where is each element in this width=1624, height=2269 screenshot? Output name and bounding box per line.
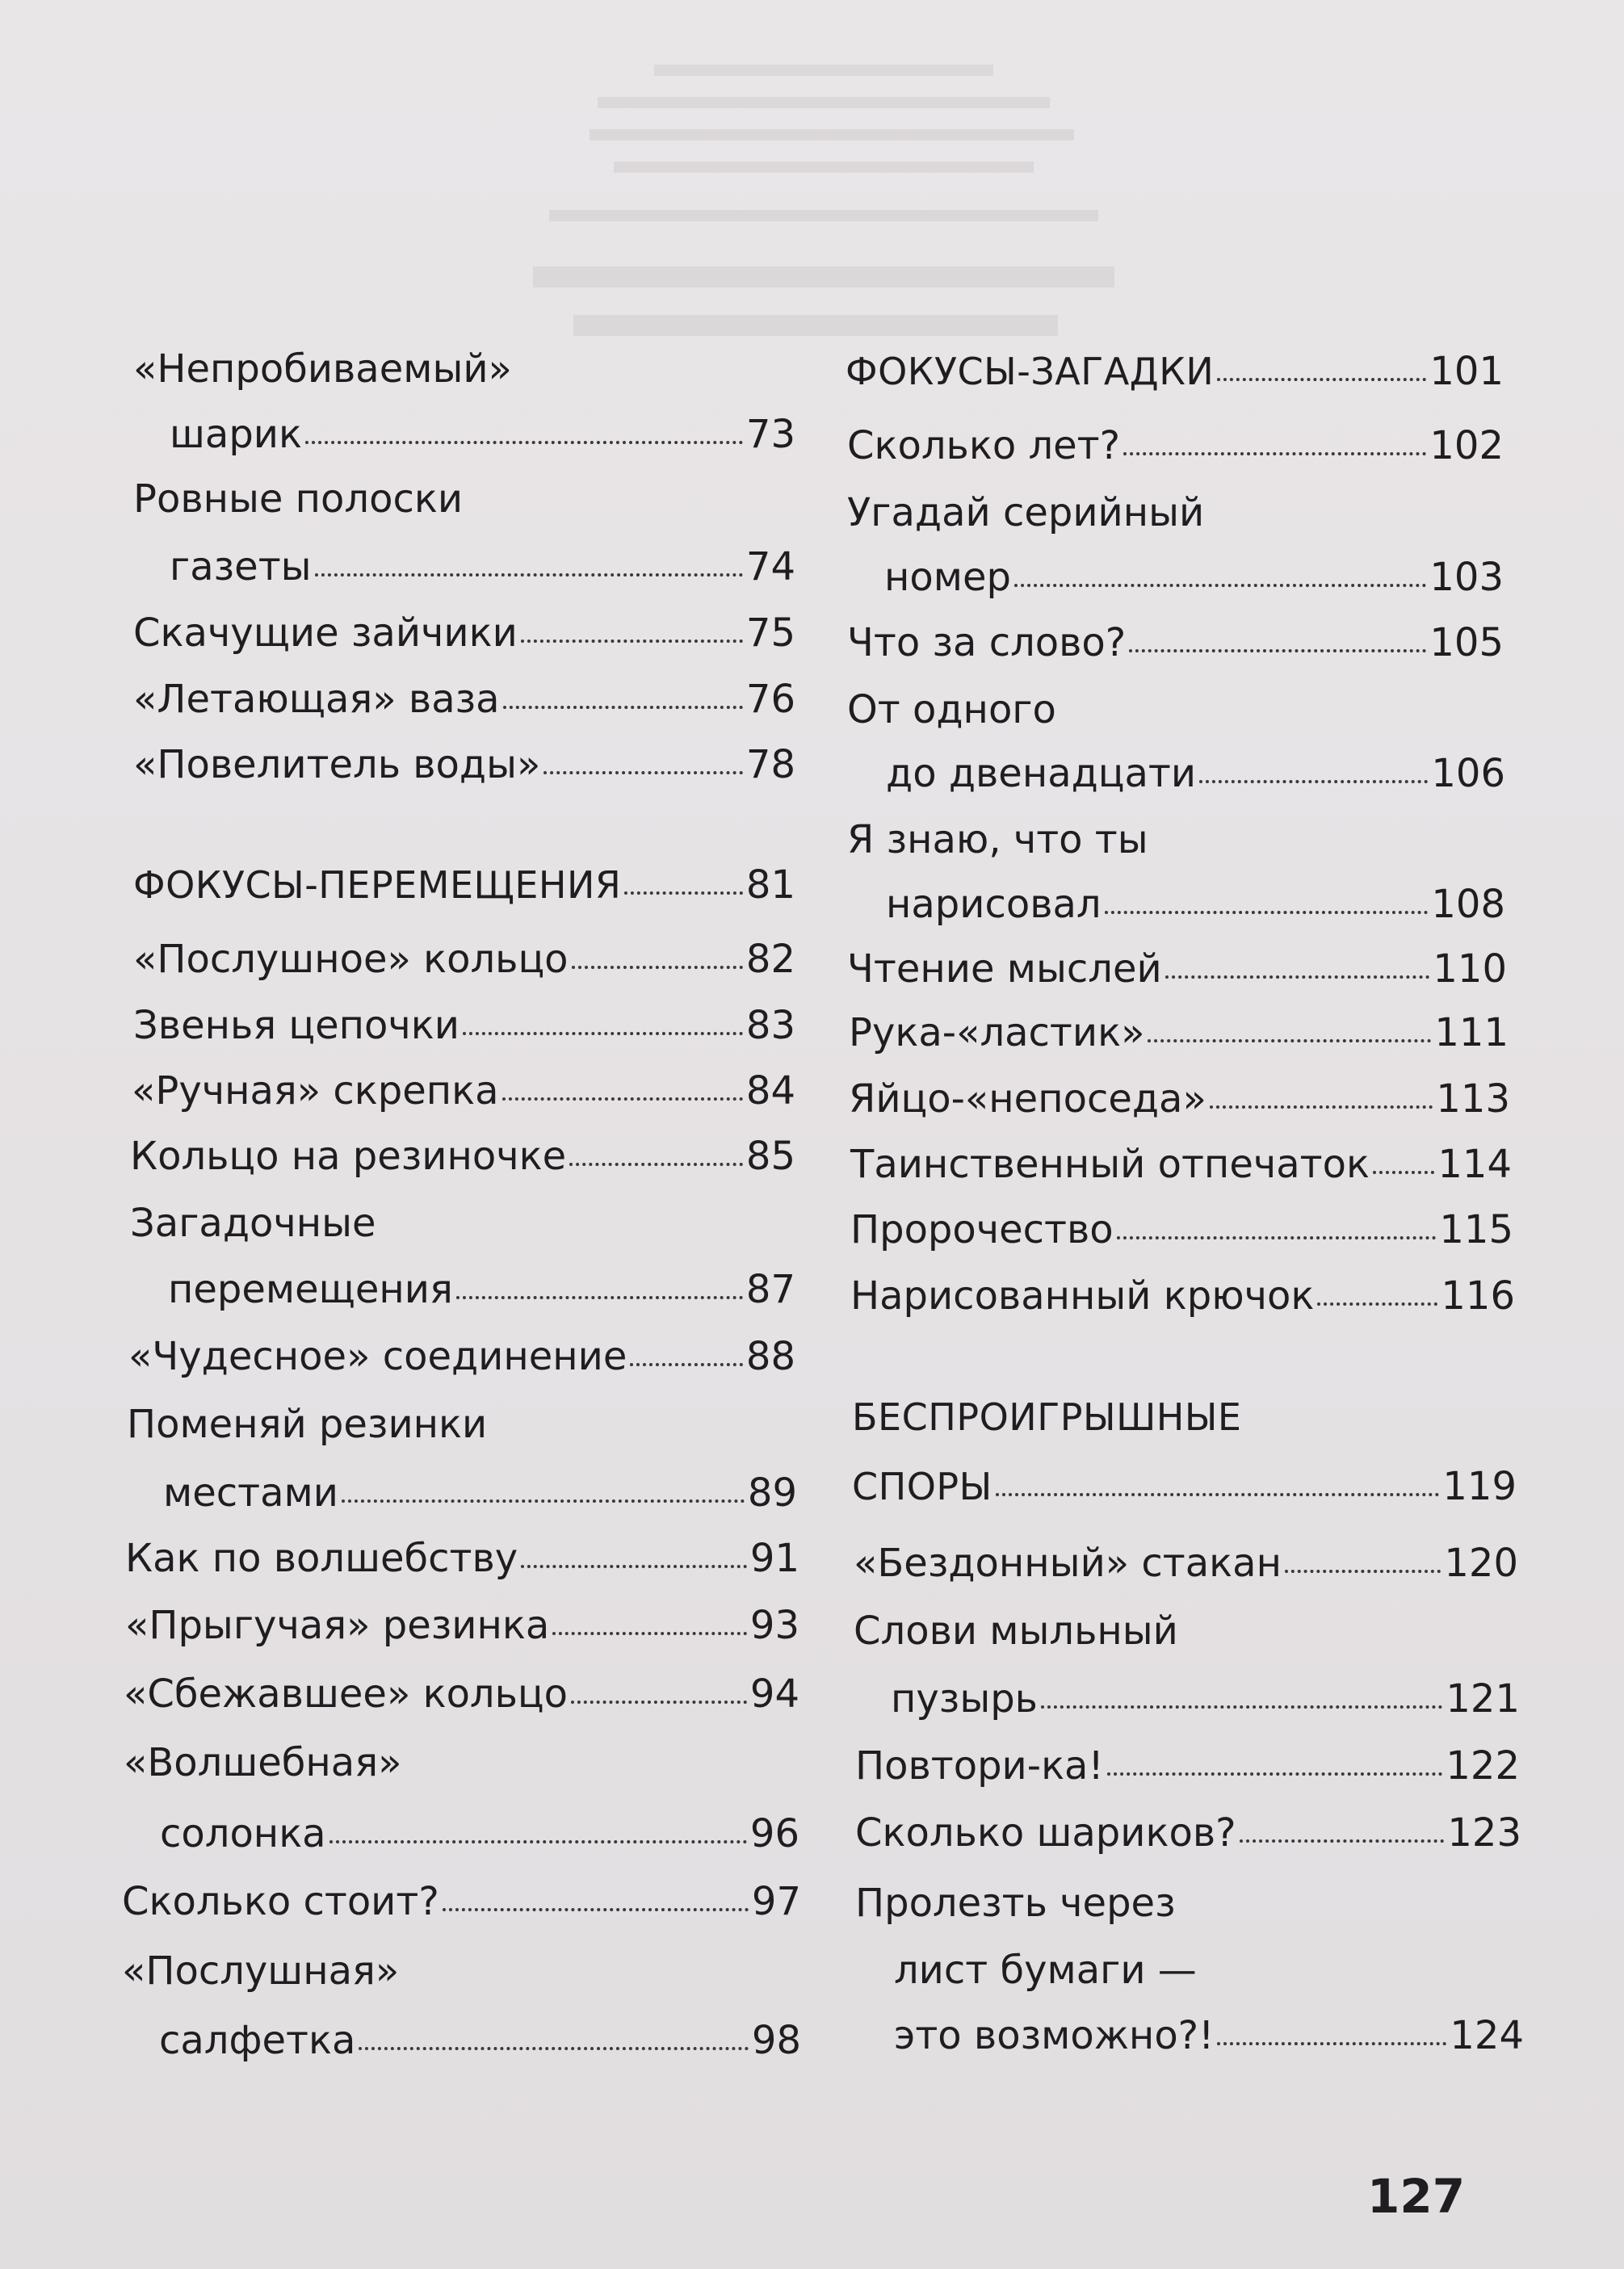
leader-dots <box>342 1483 745 1503</box>
leader-dots <box>503 690 743 709</box>
toc-section-heading[interactable]: СПОРЫ 119 <box>852 1464 1517 1509</box>
toc-entry[interactable]: шарик 73 <box>170 412 795 457</box>
leader-dots <box>1041 1689 1442 1709</box>
leader-dots <box>521 1549 747 1568</box>
toc-entry[interactable]: «Сбежавшее» кольцо 94 <box>124 1671 799 1717</box>
toc-entry[interactable]: номер 103 <box>884 555 1504 600</box>
toc-entry[interactable]: Сколько стоит? 97 <box>122 1879 801 1924</box>
toc-entry[interactable]: Угадай серийный <box>847 490 1205 535</box>
toc-entry[interactable]: Скачущие зайчики 75 <box>133 610 795 656</box>
leader-dots <box>1148 1023 1431 1042</box>
toc-entry[interactable]: лист бумаги — <box>894 1948 1197 1993</box>
leader-dots <box>630 1347 743 1366</box>
toc-section-heading[interactable]: ФОКУСЫ-ПЕРЕМЕЩЕНИЯ 81 <box>133 862 795 908</box>
toc-entry[interactable]: «Волшебная» <box>124 1740 402 1785</box>
toc-entry[interactable]: «Послушная» <box>122 1948 400 1994</box>
toc-section-heading[interactable]: ФОКУСЫ-ЗАГАДКИ 101 <box>846 349 1504 394</box>
toc-entry[interactable]: Загадочные <box>130 1201 376 1246</box>
toc-entry[interactable]: Рука-«ластик» 111 <box>849 1010 1509 1055</box>
leader-dots <box>1165 959 1430 979</box>
toc-entry[interactable]: Сколько шариков? 123 <box>855 1810 1521 1856</box>
toc-entry[interactable]: Пророчество 115 <box>850 1207 1513 1252</box>
toc-entry[interactable]: «Повелитель воды» 78 <box>133 742 795 787</box>
leader-dots <box>315 557 743 577</box>
leader-dots <box>443 1892 749 1911</box>
toc-entry[interactable]: «Летающая» ваза 76 <box>133 677 795 722</box>
toc-entry[interactable]: «Бездонный» стакан 120 <box>854 1541 1518 1586</box>
toc-entry[interactable]: Слови мыльный <box>854 1608 1178 1654</box>
toc-entry[interactable]: Звенья цепочки 83 <box>133 1003 795 1048</box>
toc-entry[interactable]: «Послушное» кольцо 82 <box>133 937 795 982</box>
toc-entry[interactable]: «Прыгучая» резинка 93 <box>125 1603 799 1648</box>
leader-dots <box>502 1081 743 1101</box>
leader-dots <box>463 1016 743 1035</box>
leader-dots <box>1317 1286 1437 1306</box>
leader-dots <box>1123 436 1426 455</box>
leader-dots <box>571 1684 747 1704</box>
toc-entry[interactable]: пузырь 121 <box>891 1676 1520 1722</box>
toc-entry[interactable]: перемещения 87 <box>168 1267 795 1312</box>
leader-dots <box>569 1147 743 1166</box>
leader-dots <box>305 425 743 444</box>
leader-dots <box>1199 764 1428 783</box>
toc-entry[interactable]: салфетка 98 <box>159 2018 801 2063</box>
leader-dots <box>996 1477 1440 1496</box>
leader-dots <box>543 755 743 774</box>
leader-dots <box>1014 568 1426 587</box>
page-number: 127 <box>1367 2169 1466 2224</box>
leader-dots <box>1217 2026 1446 2045</box>
toc-entry[interactable]: Я знаю, что ты <box>847 817 1148 862</box>
toc-entry[interactable]: газеты 74 <box>170 544 795 589</box>
leader-dots <box>624 875 743 895</box>
leader-dots <box>1210 1089 1433 1109</box>
toc-entry[interactable]: Что за слово? 105 <box>847 620 1504 665</box>
leader-dots <box>1217 362 1426 381</box>
leader-dots <box>1240 1823 1445 1843</box>
toc-entry[interactable]: нарисовал 108 <box>886 882 1505 927</box>
toc-entry[interactable]: Кольцо на резиночке 85 <box>130 1134 795 1179</box>
toc-section-heading[interactable]: БЕСПРОИГРЫШНЫЕ <box>852 1395 1242 1439</box>
leader-dots <box>521 623 743 643</box>
leader-dots <box>1373 1155 1434 1174</box>
toc-entry[interactable]: до двенадцати 106 <box>886 751 1505 796</box>
toc-entry[interactable]: Повтори-ка! 122 <box>855 1743 1520 1789</box>
leader-dots <box>456 1280 743 1299</box>
toc-entry[interactable]: «Непробиваемый» <box>133 346 512 392</box>
leader-dots <box>552 1616 747 1635</box>
toc-entry[interactable]: Яйцо-«непоседа» 113 <box>849 1076 1510 1122</box>
toc-entry[interactable]: От одного <box>847 687 1056 732</box>
leader-dots <box>1105 895 1429 914</box>
toc-entry[interactable]: местами 89 <box>163 1470 797 1516</box>
toc-entry[interactable]: Ровные полоски <box>133 476 464 522</box>
leader-dots <box>1285 1554 1441 1573</box>
toc-entry[interactable]: Как по волшебству 91 <box>125 1536 799 1581</box>
toc-entry[interactable]: Поменяй резинки <box>127 1402 488 1447</box>
toc-entry[interactable]: Нарисованный крючок 116 <box>850 1273 1515 1319</box>
toc-entry[interactable]: это возможно?! 124 <box>894 2013 1524 2058</box>
toc-entry[interactable]: Таинственный отпечаток 114 <box>850 1142 1512 1187</box>
toc-entry[interactable]: «Ручная» скрепка 84 <box>132 1068 795 1114</box>
leader-dots <box>1107 1756 1443 1776</box>
leader-dots <box>329 1824 747 1843</box>
toc-entry[interactable]: Сколько лет? 102 <box>847 423 1504 468</box>
leader-dots <box>1129 633 1426 652</box>
leader-dots <box>359 2031 749 2050</box>
toc-entry[interactable]: солонка 96 <box>160 1811 799 1856</box>
leader-dots <box>1117 1220 1437 1239</box>
leader-dots <box>572 950 743 969</box>
toc-entry[interactable]: Пролезть через <box>855 1881 1176 1926</box>
toc-entry[interactable]: Чтение мыслей 110 <box>847 946 1507 992</box>
toc-entry[interactable]: «Чудесное» соединение 88 <box>128 1334 795 1379</box>
